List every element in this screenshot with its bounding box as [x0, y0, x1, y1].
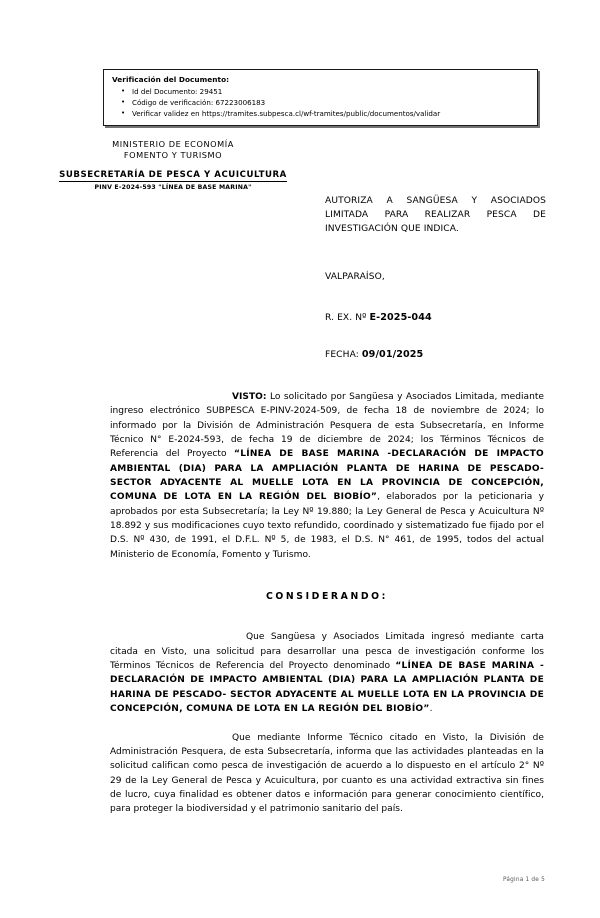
document-verification-box	[103, 69, 538, 126]
document-body	[110, 390, 544, 817]
bullet-icon: •	[121, 86, 126, 95]
para2-text-part-1: Que Sangüesa y Asociados Limitada ingresó mediante carta citada en Visto, una solicitud para desarrollar una pesca de investigación conforme los Términos Técnicos de Referencia del Proyecto denominado	[110, 632, 544, 671]
verification-title: Verificación del Documento:	[112, 75, 230, 84]
document-date	[325, 349, 423, 360]
para2-text-part-2: .	[429, 704, 433, 715]
document-date-value: 09/01/2025	[361, 349, 424, 360]
subsecretaria-title: SUBSECRETARÍA DE PESCA Y ACUICULTURA	[59, 169, 287, 183]
spacer	[110, 562, 544, 591]
paragraph-considerando-1	[110, 630, 544, 716]
page-number-footer: Página 1 de 5	[502, 877, 545, 883]
list-item	[121, 108, 532, 119]
resolution-number	[325, 312, 432, 323]
list-item	[121, 97, 532, 108]
resolution-number-value: E-2025-044	[369, 312, 432, 323]
considerando-heading: CONSIDERANDO:	[265, 590, 388, 602]
document-subject: AUTORIZA A SANGÜESA Y ASOCIADOS LIMITADA PARA REALIZAR PESCA DE INVESTIGACIÓN QUE INDICA.	[325, 196, 546, 235]
visto-label: VISTO:	[232, 392, 267, 402]
spacer	[110, 716, 544, 730]
verification-code: Código de verificación: 67223006183	[132, 98, 266, 108]
paragraph-visto	[110, 390, 544, 562]
bullet-icon: •	[121, 108, 126, 117]
para3-text: Que mediante Informe Técnico citado en Visto, la División de Administración Pesquera, de esta Subsecretaría, informa que las actividades planteadas en la solicitud califican como pesca de investigación de acuerdo a lo dispuesto en el artículo 2° Nº 29 de la Ley General de Pesca y Acuicultura, por cuanto es una actividad extractiva sin fines de lucro, cuya finalidad es obtener datos e información para generar conocimiento científico, para proteger la biodiversidad y el patrimonio sanitario del país.	[110, 732, 544, 815]
visto-text-part-2: , elaborados por la peticionaria y aprobados por esta Subsecretaría; la Ley Nº 19.880; la Ley General de Pesca y Acuicultura Nº 18.892 y sus modificaciones cuyo texto refundido, coordinado y sistematizado fue fijado por el D.S. Nº 430, de 1991, el D.F.L. Nº 5, de 1983, el D.S. N° 461, de 1995, todos del actual Ministerio de Economía, Fomento y Turismo.	[110, 492, 544, 560]
project-code-line: PINV E-2024-593 "LÍNEA DE BASE MARINA"	[94, 184, 252, 192]
ministry-line-2: FOMENTO Y TURISMO	[123, 150, 223, 161]
verification-url[interactable]: Verificar validez en https://tramites.subpesca.cl/wf-tramites/public/documentos/validar	[132, 109, 441, 119]
spacer	[110, 602, 544, 631]
visto-text-part-1: Lo solicitado por Sangüesa y Asociados Limitada, mediante ingreso electrónico SUBPESCA E-PINV-2024-509, de fecha 18 de noviembre de 2024; lo informado por la División de Administración Pesquera de esta Subsecretaría, en Informe Técnico N° E-2024-593, de fecha 19 de diciembre de 2024; los Términos Técnicos de Referencia del Proyecto	[110, 392, 544, 460]
verification-document-id: Id del Documento: 29451	[132, 87, 223, 96]
document-place: VALPARAÍSO,	[325, 272, 385, 282]
ministry-line-1: MINISTERIO DE ECONOMÍA	[112, 139, 234, 149]
verification-list	[110, 86, 532, 120]
project-title: “LÍNEA DE BASE MARINA -DECLARACIÓN DE IMPACTO AMBIENTAL (DIA) PARA LA AMPLIACIÓN PLANTA DE HARINA DE PESCADO- SECTOR ADYACENTE AL MUELLE LOTA EN LA PROVINCIA DE CONCEPCIÓN, COMUNA DE LOTA EN LA REGIÓN DEL BIOBÍO”	[110, 449, 544, 503]
ministry-header	[28, 139, 318, 193]
paragraph-considerando-2	[110, 731, 544, 817]
project-title: “LÍNEA DE BASE MARINA -DECLARACIÓN DE IMPACTO AMBIENTAL (DIA) PARA LA AMPLIACIÓN PLANTA DE HARINA DE PESCADO- SECTOR ADYACENTE AL MUELLE LOTA EN LA PROVINCIA DE CONCEPCIÓN, COMUNA DE LOTA EN LA REGIÓN DEL BIOBÍO”	[110, 661, 544, 715]
document-date-label: FECHA:	[325, 350, 362, 360]
list-item	[121, 86, 532, 97]
bullet-icon: •	[121, 97, 126, 106]
resolution-number-label: R. EX. Nº	[325, 313, 370, 323]
